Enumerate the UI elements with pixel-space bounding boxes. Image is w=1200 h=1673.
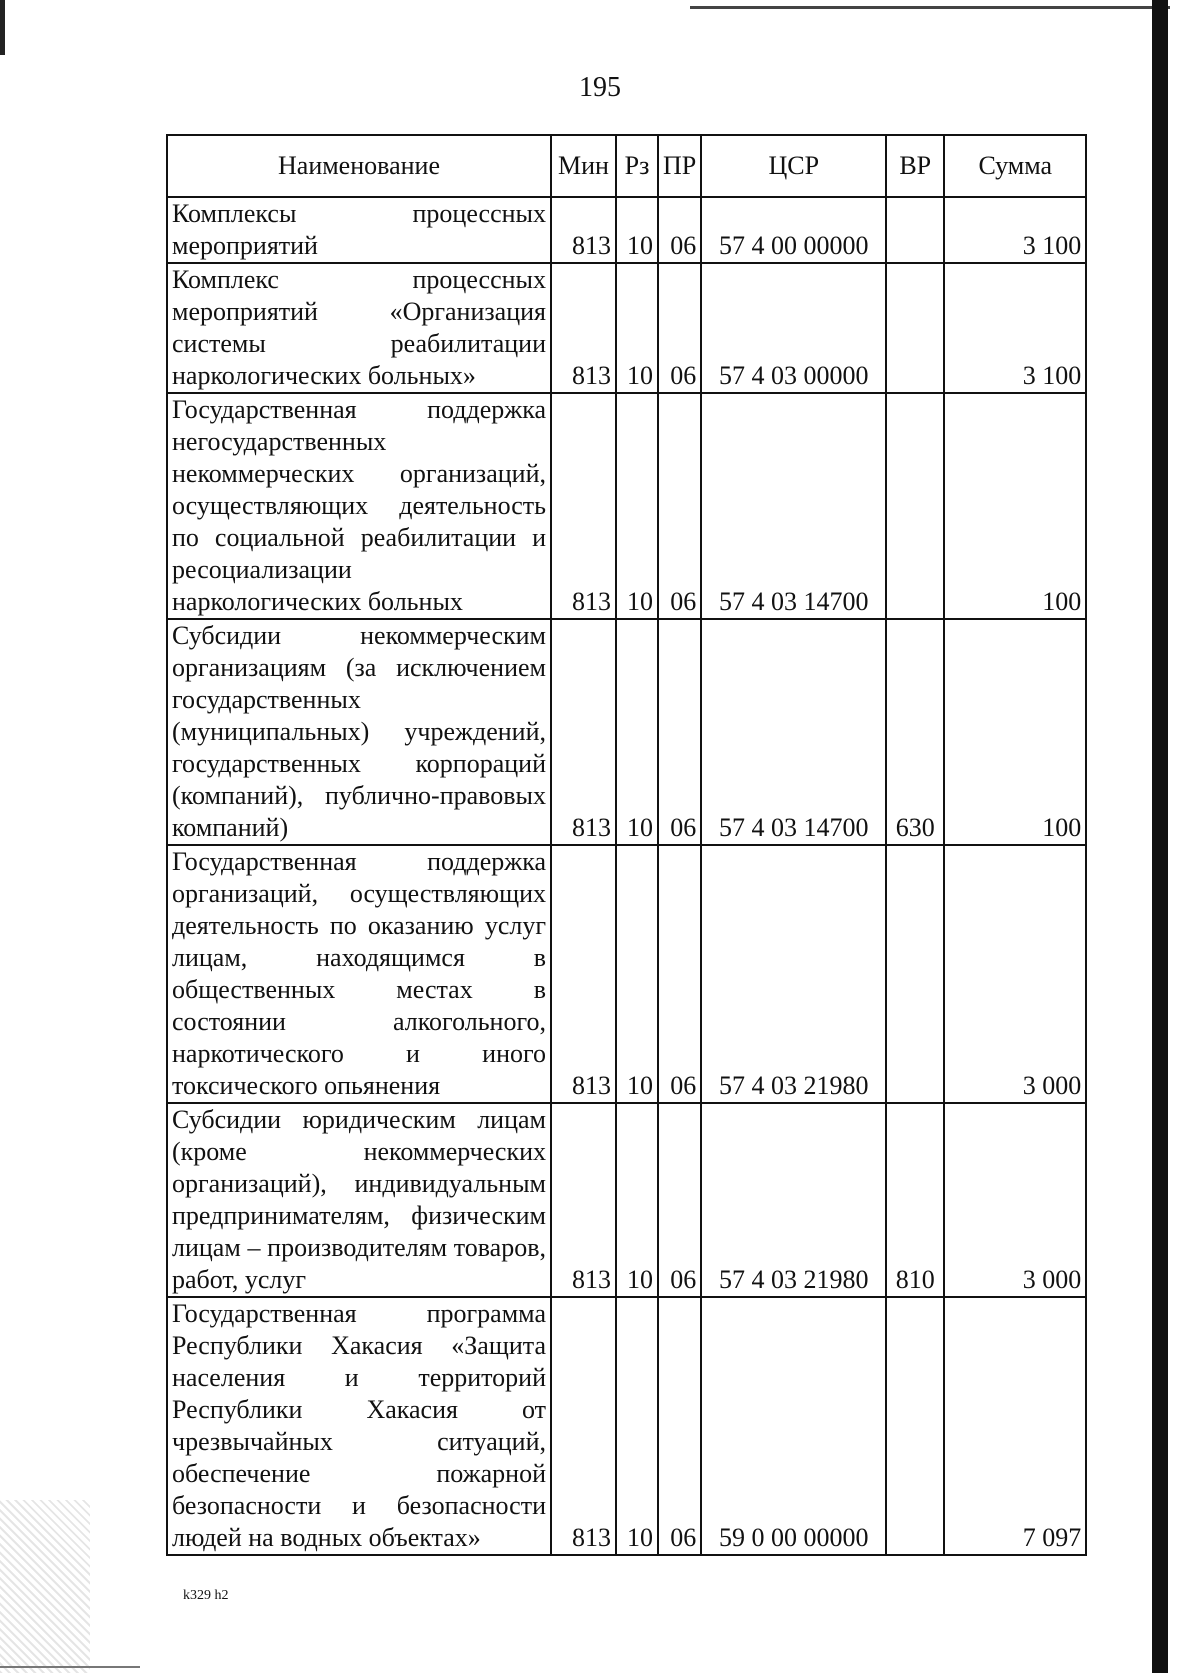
- row-pr: 06: [658, 1297, 701, 1555]
- row-sum: 3 100: [944, 197, 1086, 263]
- header-rz: Рз: [616, 135, 658, 197]
- header-min: Мин: [551, 135, 616, 197]
- row-vr: [886, 263, 944, 393]
- scan-right-border: [1152, 0, 1168, 1673]
- row-min: 813: [551, 619, 616, 845]
- row-vr: [886, 1297, 944, 1555]
- row-name: Субсидии юридическим лицам (кроме некоммерческих организаций), индивидуальным предпринимателям, физическим лицам – производителям товаров, работ, услуг: [167, 1103, 551, 1297]
- header-csr: ЦСР: [701, 135, 886, 197]
- row-csr: 57 4 03 14700: [701, 619, 886, 845]
- scan-bottom-rule: [0, 1666, 140, 1668]
- row-min: 813: [551, 1103, 616, 1297]
- row-csr: 57 4 03 21980: [701, 845, 886, 1103]
- table-row: [167, 1297, 1086, 1555]
- row-sum: 3 100: [944, 263, 1086, 393]
- row-vr: 630: [886, 619, 944, 845]
- table-row: [167, 393, 1086, 619]
- row-name: Государственная поддержка негосударственных некоммерческих организаций, осуществляющих деятельность по социальной реабилитации и ресоциализации наркологических больных: [167, 393, 551, 619]
- row-rz: 10: [616, 845, 658, 1103]
- row-csr: 57 4 00 00000: [701, 197, 886, 263]
- row-sum: 3 000: [944, 1103, 1086, 1297]
- table-row: [167, 197, 1086, 263]
- header-name: Наименование: [167, 135, 551, 197]
- row-pr: 06: [658, 197, 701, 263]
- row-sum: 3 000: [944, 845, 1086, 1103]
- row-vr: 810: [886, 1103, 944, 1297]
- header-pr: ПР: [658, 135, 701, 197]
- row-name: Государственная поддержка организаций, осуществляющих деятельность по оказанию услуг лицам, находящимся в общественных местах в состоянии алкогольного, наркотического и иного токсического опьянения: [167, 845, 551, 1103]
- scan-top-rule: [690, 6, 1170, 9]
- row-pr: 06: [658, 263, 701, 393]
- row-name: Государственная программа Республики Хакасия «Защита населения и территорий Республики Хакасия от чрезвычайных ситуаций, обеспечение пожарной безопасности и безопасности людей на водных объектах»: [167, 1297, 551, 1555]
- row-csr: 57 4 03 21980: [701, 1103, 886, 1297]
- row-min: 813: [551, 197, 616, 263]
- scan-edge-mark: [0, 0, 5, 55]
- row-name: Комплексы процессных мероприятий: [167, 197, 551, 263]
- header-vr: ВР: [886, 135, 944, 197]
- row-rz: 10: [616, 197, 658, 263]
- row-min: 813: [551, 845, 616, 1103]
- row-rz: 10: [616, 1297, 658, 1555]
- table-header-row: [167, 135, 1086, 197]
- table-row: [167, 845, 1086, 1103]
- row-sum: 100: [944, 393, 1086, 619]
- row-sum: 100: [944, 619, 1086, 845]
- row-csr: 57 4 03 14700: [701, 393, 886, 619]
- row-vr: [886, 393, 944, 619]
- row-pr: 06: [658, 619, 701, 845]
- row-vr: [886, 197, 944, 263]
- scan-noise: [0, 1500, 90, 1673]
- row-rz: 10: [616, 619, 658, 845]
- row-name: Комплекс процессных мероприятий «Организация системы реабилитации наркологических больных»: [167, 263, 551, 393]
- row-rz: 10: [616, 263, 658, 393]
- row-rz: 10: [616, 1103, 658, 1297]
- footer-code: k329 h2: [183, 1588, 229, 1603]
- row-min: 813: [551, 393, 616, 619]
- row-name: Субсидии некоммерческим организациям (за исключением государственных (муниципальных) учреждений, государственных корпораций (компаний), публично-правовых компаний): [167, 619, 551, 845]
- budget-table: [166, 134, 1087, 1556]
- page-number: 195: [579, 72, 621, 103]
- table-row: [167, 263, 1086, 393]
- row-sum: 7 097: [944, 1297, 1086, 1555]
- header-sum: Сумма: [944, 135, 1086, 197]
- row-rz: 10: [616, 393, 658, 619]
- row-min: 813: [551, 263, 616, 393]
- row-pr: 06: [658, 1103, 701, 1297]
- row-pr: 06: [658, 393, 701, 619]
- row-pr: 06: [658, 845, 701, 1103]
- row-csr: 57 4 03 00000: [701, 263, 886, 393]
- table-row: [167, 1103, 1086, 1297]
- row-vr: [886, 845, 944, 1103]
- row-csr: 59 0 00 00000: [701, 1297, 886, 1555]
- table-row: [167, 619, 1086, 845]
- row-min: 813: [551, 1297, 616, 1555]
